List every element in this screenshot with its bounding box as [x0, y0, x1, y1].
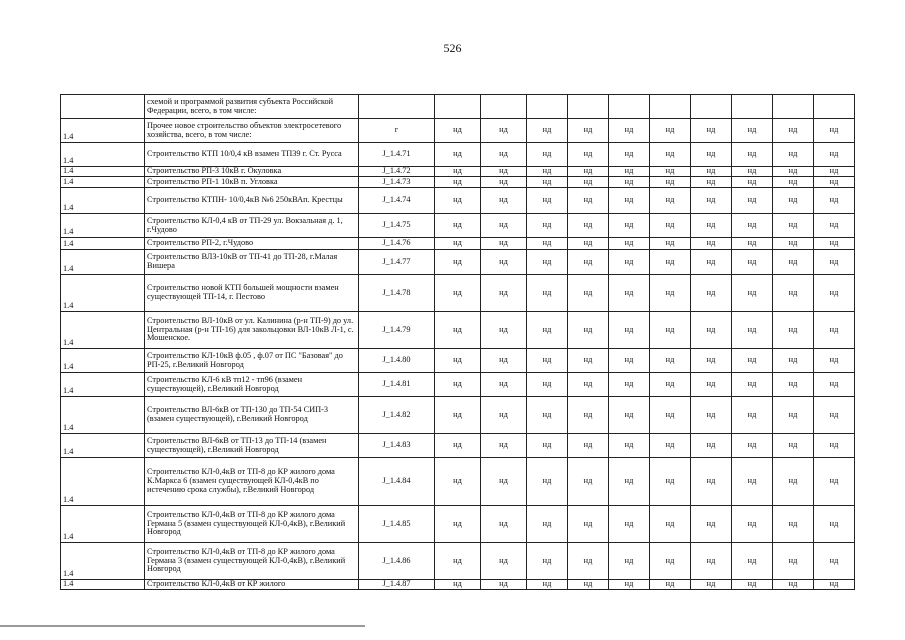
project-id-cell: [359, 95, 435, 119]
value-cell: нд: [568, 177, 609, 188]
value-cell: нд: [691, 373, 732, 397]
project-name-cell: Строительство новой КТП большей мощности взамен существующей ТП-14, г. Пестово: [145, 275, 359, 312]
value-cell: нд: [732, 543, 773, 580]
project-id-cell: J_1.4.78: [359, 275, 435, 312]
value-cell: нд: [527, 312, 568, 349]
table-row: [61, 143, 855, 167]
value-cell: нд: [609, 506, 650, 543]
value-cell: нд: [481, 119, 527, 143]
value-cell: нд: [814, 167, 855, 177]
value-cell: нд: [481, 188, 527, 214]
project-id-cell: J_1.4.72: [359, 167, 435, 177]
value-cell: нд: [691, 188, 732, 214]
value-cell: нд: [527, 238, 568, 250]
value-cell: нд: [691, 397, 732, 434]
project-name-cell: Прочее новое строительство объектов электросетевого хозяйства, всего, в том числе:: [145, 119, 359, 143]
value-cell: нд: [481, 143, 527, 167]
value-cell: нд: [691, 214, 732, 238]
value-cell: нд: [773, 238, 814, 250]
value-cell: нд: [568, 434, 609, 458]
value-cell: нд: [814, 214, 855, 238]
value-cell: нд: [814, 349, 855, 373]
value-cell: нд: [732, 143, 773, 167]
value-cell: нд: [568, 458, 609, 506]
value-cell: нд: [527, 167, 568, 177]
row-number-cell: 1.4: [61, 275, 145, 312]
value-cell: нд: [568, 119, 609, 143]
value-cell: нд: [435, 434, 481, 458]
project-id-cell: J_1.4.87: [359, 580, 435, 590]
value-cell: нд: [609, 458, 650, 506]
value-cell: нд: [527, 349, 568, 373]
value-cell: нд: [481, 373, 527, 397]
value-cell: нд: [650, 119, 691, 143]
value-cell: нд: [435, 167, 481, 177]
value-cell: нд: [814, 397, 855, 434]
value-cell: нд: [773, 275, 814, 312]
value-cell: нд: [691, 349, 732, 373]
value-cell: нд: [527, 434, 568, 458]
value-cell: нд: [568, 214, 609, 238]
value-cell: нд: [568, 506, 609, 543]
table-body: [61, 95, 855, 590]
value-cell: нд: [650, 250, 691, 275]
project-id-cell: J_1.4.74: [359, 188, 435, 214]
project-name-cell: Строительство КЛ-6 кВ тп12 - тп96 (взамен существующей), г.Великий Новгород: [145, 373, 359, 397]
value-cell: нд: [527, 143, 568, 167]
project-id-cell: J_1.4.77: [359, 250, 435, 275]
value-cell: нд: [691, 275, 732, 312]
value-cell: нд: [650, 167, 691, 177]
project-id-cell: J_1.4.82: [359, 397, 435, 434]
value-cell: нд: [435, 188, 481, 214]
table-row: [61, 312, 855, 349]
value-cell: нд: [435, 349, 481, 373]
value-cell: нд: [691, 238, 732, 250]
value-cell: нд: [650, 214, 691, 238]
value-cell: нд: [609, 312, 650, 349]
value-cell: нд: [435, 250, 481, 275]
value-cell: нд: [773, 177, 814, 188]
table-row: [61, 188, 855, 214]
value-cell: нд: [435, 458, 481, 506]
value-cell: нд: [773, 373, 814, 397]
table-row: [61, 397, 855, 434]
value-cell: нд: [814, 458, 855, 506]
value-cell: нд: [814, 143, 855, 167]
value-cell: нд: [691, 119, 732, 143]
value-cell: нд: [773, 543, 814, 580]
value-cell: нд: [481, 506, 527, 543]
table-row: [61, 167, 855, 177]
project-name-cell: схемой и программой развития субъекта Российской Федерации, всего, в том числе:: [145, 95, 359, 119]
value-cell: нд: [814, 238, 855, 250]
project-name-cell: Строительство ВЛЗ-10кВ от ТП-41 до ТП-28, г.Малая Вишера: [145, 250, 359, 275]
value-cell: нд: [481, 238, 527, 250]
row-number-cell: 1.4: [61, 188, 145, 214]
value-cell: нд: [691, 458, 732, 506]
value-cell: нд: [568, 275, 609, 312]
value-cell: нд: [527, 397, 568, 434]
value-cell: нд: [568, 250, 609, 275]
value-cell: нд: [568, 188, 609, 214]
value-cell: нд: [732, 434, 773, 458]
value-cell: нд: [481, 349, 527, 373]
value-cell: [609, 95, 650, 119]
value-cell: нд: [435, 177, 481, 188]
value-cell: нд: [481, 397, 527, 434]
value-cell: нд: [527, 580, 568, 590]
value-cell: нд: [481, 434, 527, 458]
value-cell: нд: [527, 250, 568, 275]
value-cell: [435, 95, 481, 119]
value-cell: нд: [568, 397, 609, 434]
value-cell: нд: [691, 506, 732, 543]
value-cell: нд: [481, 177, 527, 188]
value-cell: нд: [609, 580, 650, 590]
table-row: [61, 119, 855, 143]
project-name-cell: Строительство КЛ-10кВ ф.05 , ф.07 от ПС "Базовая" до РП-25, г.Великий Новгород: [145, 349, 359, 373]
row-number-cell: [61, 95, 145, 119]
value-cell: нд: [814, 506, 855, 543]
value-cell: нд: [650, 177, 691, 188]
value-cell: нд: [650, 238, 691, 250]
value-cell: нд: [609, 275, 650, 312]
value-cell: нд: [527, 543, 568, 580]
row-number-cell: 1.4: [61, 167, 145, 177]
table-row: [61, 275, 855, 312]
value-cell: нд: [773, 167, 814, 177]
value-cell: нд: [773, 580, 814, 590]
value-cell: нд: [481, 312, 527, 349]
project-name-cell: Строительство КЛ-0,4кВ от ТП-8 до КР жилого дома К.Маркса 6 (взамен существующей КЛ-0,4кВ по истечению срока службы), г.Великий Новгород: [145, 458, 359, 506]
value-cell: нд: [568, 580, 609, 590]
value-cell: нд: [609, 177, 650, 188]
value-cell: нд: [435, 214, 481, 238]
value-cell: нд: [609, 143, 650, 167]
value-cell: нд: [814, 250, 855, 275]
value-cell: нд: [609, 250, 650, 275]
project-id-cell: г: [359, 119, 435, 143]
value-cell: нд: [773, 312, 814, 349]
value-cell: нд: [732, 580, 773, 590]
value-cell: нд: [691, 143, 732, 167]
value-cell: нд: [691, 167, 732, 177]
table-row: [61, 458, 855, 506]
value-cell: нд: [732, 214, 773, 238]
project-name-cell: Строительство РП-1 10кВ п. Угловка: [145, 177, 359, 188]
project-id-cell: J_1.4.71: [359, 143, 435, 167]
value-cell: нд: [481, 214, 527, 238]
value-cell: нд: [814, 434, 855, 458]
row-number-cell: 1.4: [61, 543, 145, 580]
value-cell: нд: [773, 506, 814, 543]
row-number-cell: 1.4: [61, 250, 145, 275]
value-cell: нд: [732, 506, 773, 543]
value-cell: нд: [609, 349, 650, 373]
scan-edge-line: [0, 625, 365, 627]
value-cell: нд: [435, 580, 481, 590]
table-row: [61, 238, 855, 250]
project-name-cell: Строительство РП-3 10кВ г. Окуловка: [145, 167, 359, 177]
project-id-cell: J_1.4.75: [359, 214, 435, 238]
value-cell: [650, 95, 691, 119]
value-cell: [732, 95, 773, 119]
row-number-cell: 1.4: [61, 434, 145, 458]
row-number-cell: 1.4: [61, 177, 145, 188]
value-cell: нд: [773, 349, 814, 373]
value-cell: нд: [481, 275, 527, 312]
row-number-cell: 1.4: [61, 580, 145, 590]
value-cell: нд: [732, 312, 773, 349]
row-number-cell: 1.4: [61, 458, 145, 506]
value-cell: [527, 95, 568, 119]
page-number: 526: [443, 41, 462, 55]
value-cell: [481, 95, 527, 119]
table-row: [61, 95, 855, 119]
value-cell: нд: [691, 434, 732, 458]
value-cell: нд: [568, 143, 609, 167]
value-cell: нд: [814, 373, 855, 397]
value-cell: [773, 95, 814, 119]
project-name-cell: Строительство КЛ-0,4кВ от КР жилого: [145, 580, 359, 590]
value-cell: нд: [814, 580, 855, 590]
value-cell: нд: [773, 119, 814, 143]
value-cell: нд: [435, 397, 481, 434]
value-cell: нд: [609, 238, 650, 250]
value-cell: нд: [773, 143, 814, 167]
table-row: [61, 580, 855, 590]
value-cell: нд: [691, 177, 732, 188]
project-name-cell: Строительство РП-2, г.Чудово: [145, 238, 359, 250]
value-cell: нд: [814, 312, 855, 349]
value-cell: нд: [691, 312, 732, 349]
project-name-cell: Строительство КТП 10/0,4 кВ взамен ТП39 г. Ст. Русса: [145, 143, 359, 167]
investment-table: [60, 94, 855, 590]
value-cell: нд: [435, 119, 481, 143]
row-number-cell: 1.4: [61, 214, 145, 238]
row-number-cell: 1.4: [61, 397, 145, 434]
project-id-cell: J_1.4.84: [359, 458, 435, 506]
project-name-cell: Строительство КЛ-0,4кВ от ТП-8 до КР жилого дома Германа 5 (взамен существующей КЛ-0,4кВ), г.Великий Новгород: [145, 506, 359, 543]
value-cell: нд: [527, 506, 568, 543]
value-cell: нд: [650, 397, 691, 434]
value-cell: нд: [732, 250, 773, 275]
value-cell: нд: [435, 543, 481, 580]
table-row: [61, 250, 855, 275]
project-name-cell: Строительство ВЛ-6кВ от ТП-130 до ТП-54 СИП-3 (взамен существующей), г.Великий Новгород: [145, 397, 359, 434]
value-cell: [568, 95, 609, 119]
value-cell: нд: [568, 349, 609, 373]
value-cell: нд: [527, 214, 568, 238]
table-row: [61, 506, 855, 543]
value-cell: нд: [650, 275, 691, 312]
project-name-cell: Строительство ВЛ-6кВ от ТП-13 до ТП-14 (взамен существующей), г.Великий Новгород: [145, 434, 359, 458]
value-cell: [691, 95, 732, 119]
project-id-cell: J_1.4.79: [359, 312, 435, 349]
value-cell: нд: [609, 188, 650, 214]
value-cell: нд: [481, 580, 527, 590]
value-cell: нд: [609, 543, 650, 580]
project-id-cell: J_1.4.86: [359, 543, 435, 580]
value-cell: нд: [527, 119, 568, 143]
value-cell: нд: [773, 434, 814, 458]
value-cell: нд: [814, 177, 855, 188]
value-cell: нд: [527, 177, 568, 188]
value-cell: нд: [527, 458, 568, 506]
value-cell: нд: [650, 143, 691, 167]
value-cell: нд: [481, 167, 527, 177]
value-cell: нд: [773, 458, 814, 506]
value-cell: [814, 95, 855, 119]
row-number-cell: 1.4: [61, 119, 145, 143]
row-number-cell: 1.4: [61, 143, 145, 167]
project-id-cell: J_1.4.83: [359, 434, 435, 458]
value-cell: нд: [609, 167, 650, 177]
value-cell: нд: [435, 506, 481, 543]
value-cell: нд: [609, 397, 650, 434]
value-cell: нд: [732, 397, 773, 434]
table-row: [61, 214, 855, 238]
value-cell: нд: [650, 543, 691, 580]
value-cell: нд: [732, 275, 773, 312]
value-cell: нд: [732, 349, 773, 373]
row-number-cell: 1.4: [61, 349, 145, 373]
value-cell: нд: [609, 214, 650, 238]
value-cell: нд: [732, 177, 773, 188]
value-cell: нд: [568, 167, 609, 177]
project-name-cell: Строительство КЛ-0,4 кВ от ТП-29 ул. Вокзальная д. 1, г.Чудово: [145, 214, 359, 238]
value-cell: нд: [435, 143, 481, 167]
project-id-cell: J_1.4.81: [359, 373, 435, 397]
value-cell: нд: [650, 580, 691, 590]
table-row: [61, 434, 855, 458]
value-cell: нд: [691, 580, 732, 590]
value-cell: нд: [732, 167, 773, 177]
value-cell: нд: [650, 506, 691, 543]
value-cell: нд: [568, 373, 609, 397]
row-number-cell: 1.4: [61, 312, 145, 349]
value-cell: нд: [527, 373, 568, 397]
value-cell: нд: [691, 543, 732, 580]
project-name-cell: Строительство ВЛ-10кВ от ул. Калинина (р-н ТП-9) до ул. Центральная (р-н ТП-16) для закольцовки ВЛ-10кВ Л-1, с. Мошенское.: [145, 312, 359, 349]
row-number-cell: 1.4: [61, 506, 145, 543]
project-name-cell: Строительство КТПН- 10/0,4кВ №6 250кВАп. Крестцы: [145, 188, 359, 214]
project-id-cell: J_1.4.80: [359, 349, 435, 373]
value-cell: нд: [732, 458, 773, 506]
value-cell: нд: [814, 188, 855, 214]
value-cell: нд: [732, 238, 773, 250]
table-row: [61, 543, 855, 580]
value-cell: нд: [650, 349, 691, 373]
value-cell: нд: [609, 434, 650, 458]
value-cell: нд: [568, 312, 609, 349]
value-cell: нд: [568, 238, 609, 250]
value-cell: нд: [773, 214, 814, 238]
value-cell: нд: [650, 458, 691, 506]
value-cell: нд: [481, 543, 527, 580]
value-cell: нд: [773, 397, 814, 434]
project-id-cell: J_1.4.73: [359, 177, 435, 188]
value-cell: нд: [568, 543, 609, 580]
value-cell: нд: [773, 250, 814, 275]
value-cell: нд: [435, 373, 481, 397]
value-cell: нд: [481, 458, 527, 506]
table-row: [61, 349, 855, 373]
value-cell: нд: [650, 188, 691, 214]
value-cell: нд: [481, 250, 527, 275]
value-cell: нд: [814, 543, 855, 580]
project-name-cell: Строительство КЛ-0,4кВ от ТП-8 до КР жилого дома Германа 3 (взамен существующей КЛ-0,4кВ), г.Великий Новгород: [145, 543, 359, 580]
value-cell: нд: [527, 188, 568, 214]
value-cell: нд: [732, 119, 773, 143]
value-cell: нд: [435, 312, 481, 349]
value-cell: нд: [691, 250, 732, 275]
row-number-cell: 1.4: [61, 373, 145, 397]
value-cell: нд: [650, 373, 691, 397]
value-cell: нд: [527, 275, 568, 312]
table-row: [61, 177, 855, 188]
value-cell: нд: [609, 373, 650, 397]
value-cell: нд: [650, 312, 691, 349]
row-number-cell: 1.4: [61, 238, 145, 250]
value-cell: нд: [773, 188, 814, 214]
value-cell: нд: [435, 238, 481, 250]
value-cell: нд: [732, 373, 773, 397]
project-id-cell: J_1.4.85: [359, 506, 435, 543]
value-cell: нд: [650, 434, 691, 458]
table-row: [61, 373, 855, 397]
value-cell: нд: [609, 119, 650, 143]
project-id-cell: J_1.4.76: [359, 238, 435, 250]
value-cell: нд: [732, 188, 773, 214]
value-cell: нд: [814, 275, 855, 312]
value-cell: нд: [435, 275, 481, 312]
value-cell: нд: [814, 119, 855, 143]
